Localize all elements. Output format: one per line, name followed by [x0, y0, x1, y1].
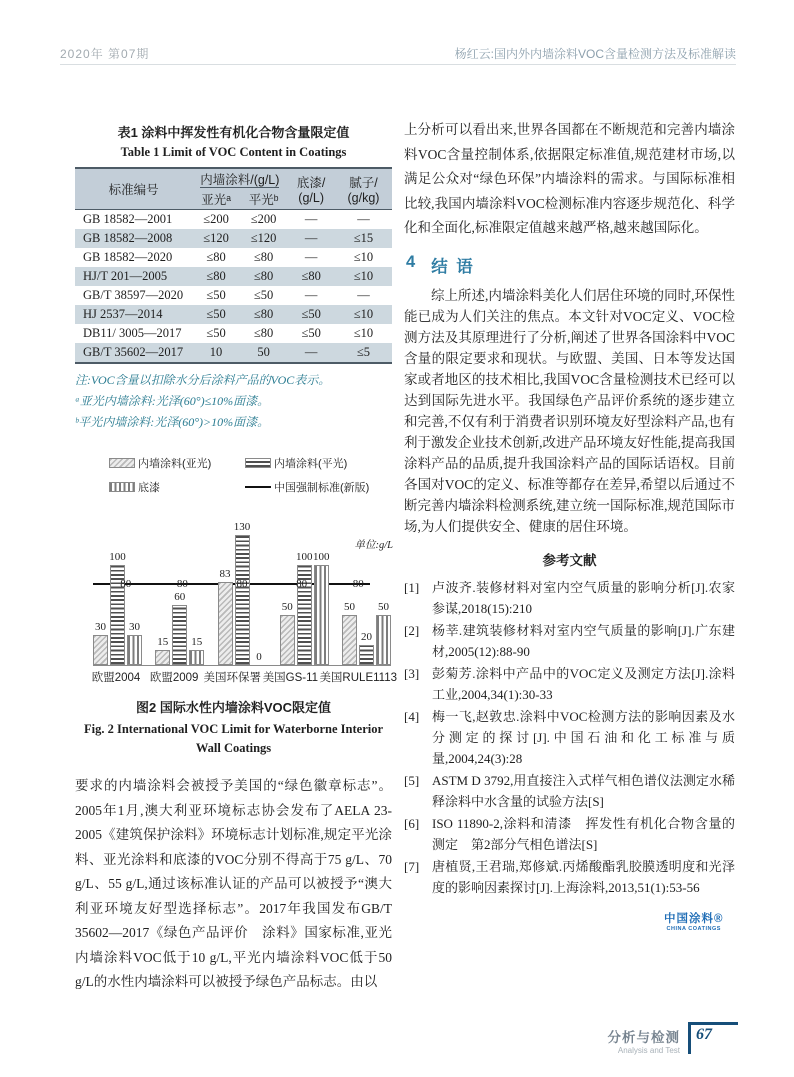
- legend-item: [245, 455, 392, 471]
- bar-diagonal: [342, 615, 357, 665]
- legend-item: [109, 455, 245, 471]
- header-divider: [60, 64, 736, 65]
- bar-group: [342, 601, 391, 665]
- table-row: [75, 229, 392, 248]
- bar-slot: [93, 621, 108, 665]
- voc-table-body: [75, 210, 392, 364]
- bar-slot: [218, 568, 233, 665]
- voc-bar-chart: [75, 455, 397, 758]
- limit-value-cell: ≤120: [250, 231, 277, 245]
- bar-slot: [252, 651, 267, 665]
- bar-value-label: 30: [129, 621, 140, 633]
- reference-item: [404, 577, 735, 619]
- reference-item: [404, 856, 735, 898]
- primer-line2: (g/L): [298, 191, 324, 205]
- bar-diagonal: [155, 650, 170, 665]
- primer-line1: 底漆/: [296, 176, 326, 190]
- limit-value-cell: ≤80: [253, 250, 274, 264]
- bar-value-label: 60: [174, 591, 186, 603]
- figure-caption-en: [75, 720, 392, 758]
- limit-value-cell: ≤200: [203, 212, 229, 226]
- bar-group: [280, 551, 329, 665]
- reference-item: [404, 813, 735, 855]
- putty-line2: (g/kg): [347, 191, 380, 205]
- page-header: [60, 40, 736, 62]
- caption-en-line1: Fig. 2 International VOC Limit for Waterborne Interior: [83, 722, 384, 736]
- limit-value-cell: ≤80: [206, 250, 226, 264]
- bar-value-label: 20: [361, 631, 372, 643]
- limit-value-cell: —: [357, 212, 370, 226]
- legend-label: 底漆: [138, 482, 160, 494]
- reference-number: [2]: [404, 622, 420, 638]
- reference-item: [404, 620, 735, 662]
- standard-id-cell: DB11/ 3005—2017: [83, 326, 182, 340]
- section-heading-conclusion: [406, 253, 735, 277]
- limit-value-cell: ≤50: [206, 307, 226, 321]
- reference-line-label: 80: [352, 578, 364, 590]
- footer-section-en: Analysis and Test: [617, 1046, 680, 1055]
- reference-number: [1]: [404, 579, 420, 595]
- bar-value-label: 30: [95, 621, 106, 633]
- reference-text: 梅一飞,赵敦忠.涂料中VOC检测方法的影响因素及水分测定的探讨[J].中国石油和化工标准与质量,2004,24(3):28: [432, 708, 735, 766]
- bar-value-label: 100: [296, 551, 313, 563]
- unit-label: 单位:g/L: [354, 540, 393, 551]
- footer-section-zh: 分析与检测: [607, 1030, 680, 1045]
- left-paragraph: 要求的内墙涂料会被授予美国的“绿色徽章标志”。2005年1月,澳大利亚环境标志协会发布了AELA 23-2005《建筑保护涂料》环境标志计划标准,规定平光涂料、亚光涂料和底漆的VOC分别不得高于75 g/L、70 g/L、55 g/L,通过该标准认证的产品可以被授予“澳大利亚环境友好型选择标志”。2017年我国发布GB/T 35602—2017《绿色产品评价 涂料》国家标准,亚光内墙涂料VOC低于10 g/L,平光内墙涂料VOC低于50 g/L的水性内墙涂料可以被授予绿色产品标志。由以: [75, 778, 392, 989]
- bar-value-label: 130: [233, 521, 251, 533]
- right-column: [404, 118, 735, 899]
- standard-id-cell: GB 18582—2020: [83, 250, 173, 264]
- standard-id-cell: HJ/T 201—2005: [83, 269, 168, 283]
- reference-line-label: 80: [120, 578, 132, 590]
- standard-id-cell: HJ 2537—2014: [83, 307, 163, 321]
- reference-text: ASTM D 3792,用直接注入式样气相色谱仪法测定水稀释涂料中水含量的试验方法[S]: [432, 772, 735, 809]
- col-header-putty: [335, 168, 392, 210]
- table-title-en: Table 1 Limit of VOC Content in Coatings: [120, 145, 347, 159]
- limit-value-cell: ≤5: [356, 345, 371, 359]
- limit-value-cell: ≤15: [353, 231, 374, 245]
- bar-group: [155, 591, 204, 665]
- limit-value-cell: ≤50: [206, 288, 226, 302]
- bar-vertical: [376, 615, 391, 665]
- bar-value-label: 50: [378, 601, 389, 613]
- bar-slot: [359, 631, 374, 665]
- bar-slot: [297, 551, 312, 665]
- bar-slot: [235, 521, 250, 665]
- limit-value-cell: ≤50: [301, 326, 321, 340]
- group-header-label: 内墙涂料/(g/L): [200, 173, 280, 187]
- bar-value-label: 83: [219, 568, 231, 580]
- footer-section: [608, 1022, 681, 1055]
- limit-value-cell: ≤80: [253, 307, 274, 321]
- limit-value-cell: ≤10: [353, 307, 374, 321]
- references-title: 参考文献: [542, 552, 597, 568]
- reference-item: [404, 770, 735, 812]
- bar-vertical: [314, 565, 329, 665]
- bar-value-label: 100: [109, 551, 126, 563]
- bar-vertical: [127, 635, 142, 665]
- voc-limit-table: [75, 167, 392, 364]
- section-title: 结 语: [431, 257, 475, 276]
- table-title-zh: 表1 涂料中挥发性有机化合物含量限定值: [117, 125, 350, 140]
- reference-number: [6]: [404, 815, 420, 831]
- table-row: [75, 210, 392, 230]
- sub-header-flat: 平光ᵇ: [240, 189, 288, 210]
- col-header-standard: 标准编号: [75, 168, 192, 210]
- bar-groups: [93, 521, 391, 665]
- limit-value-cell: ≤80: [253, 326, 274, 340]
- legend-label: 内墙涂料(平光): [274, 458, 348, 470]
- bar-horizontal: [172, 605, 187, 665]
- limit-value-cell: —: [304, 212, 318, 226]
- reference-line-label: 80: [296, 578, 308, 590]
- limit-value-cell: 50: [257, 345, 270, 359]
- reference-item: [404, 706, 735, 769]
- bar-value-label: 0: [256, 651, 262, 663]
- table-row: [75, 267, 392, 286]
- reference-text: 彭菊芳.涂料中产品中的VOC定义及测定方法[J].涂料工业,2004,34(1):30-33: [432, 665, 735, 702]
- right-paragraph-1: 上分析可以看出来,世界各国都在不断规范和完善内墙涂料VOC含量控制体系,依据限定标准值,规范建材市场,以满足公众对“绿色环保”内墙涂料的需求。与国际标准相比较,我国内墙涂料VOC检测标准内容逐步规范化、科学化和全面化,标准限定值越来越严格,越来越国际化。: [404, 122, 735, 235]
- reference-text: 唐植贤,王君瑞,郑修斌.丙烯酸酯乳胶膜透明度和光泽度的影响因素探讨[J].上海涂料,2013,51(1):53-56: [432, 858, 735, 895]
- putty-line1: 腻子/: [349, 176, 378, 190]
- chart-plot-area: [93, 521, 393, 666]
- limit-value-cell: —: [304, 231, 318, 245]
- table-row: [75, 286, 392, 305]
- limit-value-cell: —: [304, 250, 318, 264]
- bar-diagonal: [280, 615, 295, 665]
- bar-slot: [280, 601, 295, 665]
- bar-value-label: 50: [344, 601, 355, 613]
- bar-slot: [376, 601, 391, 665]
- bar-diagonal: [93, 635, 108, 665]
- running-title: 杨红云:国内外内墙涂料VOC含量检测方法及标准解读: [454, 47, 736, 61]
- china-coatings-logo: [664, 910, 723, 932]
- bar-value-label: 15: [191, 636, 203, 648]
- bar-horizontal: [359, 645, 374, 665]
- reference-number: [7]: [404, 858, 420, 874]
- limit-value-cell: —: [304, 288, 318, 302]
- reference-text: 卢波齐.装修材料对室内空气质量的影响分析[J].农家参谋,2018(15):210: [432, 579, 735, 616]
- x-axis-label: 美国环保署: [203, 672, 262, 684]
- bar-slot: [189, 636, 204, 665]
- col-header-interior-group: [192, 168, 287, 189]
- bar-slot: [110, 551, 125, 665]
- table-head: [75, 168, 392, 210]
- note-line: 注:VOC含量以扣除水分后涂料产品的VOC表示。: [75, 373, 331, 387]
- bar-slot: [155, 636, 170, 665]
- limit-value-cell: ≤10: [353, 250, 374, 264]
- bar-group: [93, 551, 142, 665]
- bar-diagonal: [218, 582, 233, 665]
- page-number: 67: [688, 1022, 738, 1054]
- standard-id-cell: GB 18582—2008: [83, 231, 173, 245]
- bar-horizontal: [235, 535, 250, 665]
- limit-value-cell: ≤80: [253, 269, 274, 283]
- conclusion-paragraph: 综上所述,内墙涂料美化人们居住环境的同时,环保性能已成为人们关注的焦点。本文针对VOC定义、VOC检测方法及其原理进行了分析,阐述了世界各国涂料中VOC含量的限定要求和现状。与欧盟、美国、日本等发达国家或者地区的技术相比,我国VOC含量检测技术已经可以达到国际先进水平。我国绿色产品评价系统的逐步建立和完善,不仅有利于消费者识别环境友好型涂料产品,也有利于激发企业技术创新,改进产品环境友好性能,提高我国涂料产品的品质,提升我国涂料产品的国际话语权。目前各国对VOC的定义、标准等都存在差异,希望以后通过不断完善内墙涂料检测系统,建立统一国际标准,规范国际市场,为人们提供安全、健康的居住环境。: [404, 287, 735, 534]
- legend-swatch-diagonal: [109, 458, 135, 468]
- reference-line-label: 80: [236, 578, 248, 590]
- x-axis-label: 美国GS-11: [262, 672, 319, 684]
- limit-value-cell: ≤80: [301, 269, 321, 283]
- reference-text: ISO 11890-2,涂料和清漆 挥发性有机化合物含量的测定 第2部分气相色谱法[S]: [432, 815, 735, 852]
- reference-line-label: 80: [176, 578, 188, 590]
- note-line: ᵃ亚光内墙涂料:光泽(60°)≤10%面漆。: [75, 394, 270, 408]
- standard-id-cell: GB/T 35602—2017: [83, 345, 184, 359]
- limit-value-cell: ≤10: [353, 326, 374, 340]
- bar-group: [218, 521, 267, 665]
- references-list: [404, 577, 735, 898]
- x-axis-label: 美国RULE1113: [319, 672, 397, 684]
- sub-header-matte: 亚光ᵃ: [192, 189, 239, 210]
- col-header-primer: [287, 168, 335, 210]
- limit-value-cell: ≤10: [353, 269, 374, 283]
- x-axis-label: 欧盟2009: [149, 672, 199, 684]
- legend-item: [109, 479, 245, 495]
- bar-slot: [314, 551, 329, 665]
- limit-value-cell: 10: [209, 345, 223, 359]
- bar-slot: [342, 601, 357, 665]
- table-notes: [75, 370, 392, 433]
- table-row: [75, 248, 392, 267]
- limit-value-cell: ≤50: [301, 307, 321, 321]
- limit-value-cell: —: [304, 345, 318, 359]
- limit-value-cell: ≤80: [206, 269, 226, 283]
- logo-text-en: CHINA COATINGS: [666, 926, 721, 932]
- left-column: [75, 122, 397, 995]
- reference-item: [404, 663, 735, 705]
- reference-number: [3]: [404, 665, 420, 681]
- bar-slot: [127, 621, 142, 665]
- reference-text: 杨莘.建筑装修材料对室内空气质量的影响[J].广东建材,2005(12):88-90: [432, 622, 735, 659]
- bar-vertical: [189, 650, 204, 665]
- standard-id-cell: GB 18582—2001: [83, 212, 173, 226]
- page-footer: [608, 1022, 739, 1055]
- section-number: 4: [406, 252, 418, 271]
- table-row: [75, 343, 392, 363]
- reference-number: [5]: [404, 772, 420, 788]
- limit-value-cell: ≤50: [206, 326, 226, 340]
- legend-label: 中国强制标准(新版): [274, 482, 370, 494]
- logo-text-zh: 中国涂料®: [664, 913, 724, 925]
- legend-swatch-horizontal: [245, 458, 271, 468]
- legend-item: [245, 479, 392, 495]
- bar-value-label: 15: [157, 636, 169, 648]
- x-axis-labels: [87, 669, 397, 685]
- issue-label: 2020年 第07期: [60, 47, 150, 61]
- standard-id-cell: GB/T 38597—2020: [83, 288, 184, 302]
- limit-value-cell: —: [357, 288, 370, 302]
- limit-value-cell: ≤200: [250, 212, 277, 226]
- legend-swatch-vertical: [109, 482, 135, 492]
- chart-legend: [109, 455, 392, 495]
- limit-value-cell: ≤50: [253, 288, 274, 302]
- figure-caption-zh: 图2 国际水性内墙涂料VOC限定值: [135, 700, 331, 715]
- legend-line-swatch: [245, 486, 271, 488]
- table-row: [75, 305, 392, 324]
- reference-number: [4]: [404, 708, 420, 724]
- limit-value-cell: ≤120: [203, 231, 229, 245]
- bar-value-label: 50: [281, 601, 293, 613]
- bar-slot: [172, 591, 187, 665]
- caption-en-line2: Wall Coatings: [195, 741, 272, 755]
- bar-value-label: 100: [313, 551, 330, 563]
- legend-label: 内墙涂料(亚光): [138, 458, 212, 470]
- table-row: [75, 324, 392, 343]
- note-line: ᵇ平光内墙涂料:光泽(60°)>10%面漆。: [75, 415, 270, 429]
- x-axis-label: 欧盟2004: [91, 672, 141, 684]
